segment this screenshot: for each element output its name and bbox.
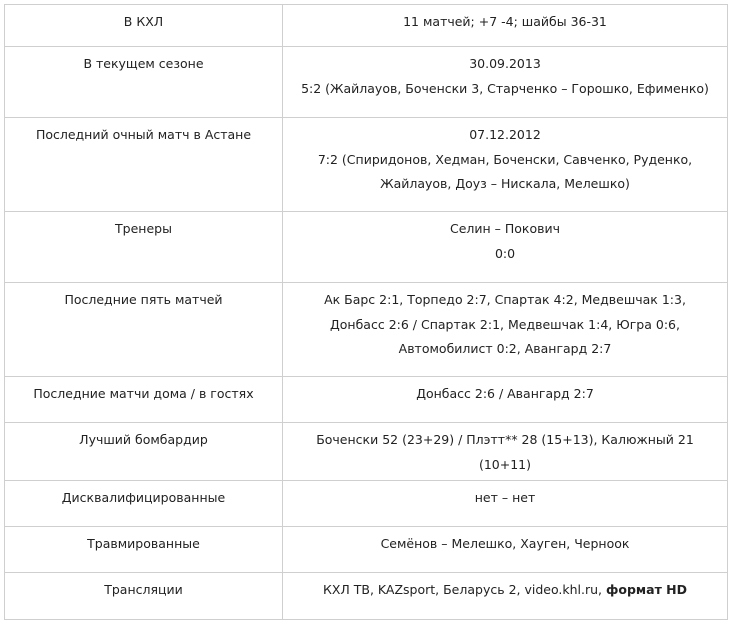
table-row bbox=[5, 377, 728, 423]
row-value bbox=[283, 212, 728, 283]
row-value bbox=[283, 573, 728, 620]
row-value bbox=[283, 47, 728, 118]
value-line: 11 матчей; +7 -4; шайбы 36-31 bbox=[403, 14, 607, 29]
row-label: Дисквалифицированные bbox=[5, 481, 283, 527]
value-line: Ак Барс 2:1, Торпедо 2:7, Спартак 4:2, Медвешчак 1:3, Донбасс 2:6 / Спартак 2:1, Медвешчак 1:4, Югра 0:6, Автомобилист 0:2, Авангард 2:7 bbox=[324, 292, 686, 356]
row-value bbox=[283, 423, 728, 481]
row-value bbox=[283, 377, 728, 423]
row-value bbox=[283, 527, 728, 573]
table-row bbox=[5, 283, 728, 377]
row-label: Последний очный матч в Астане bbox=[5, 118, 283, 212]
value-line-record: 0:0 bbox=[494, 245, 516, 261]
row-label: Трансляции bbox=[5, 573, 283, 620]
match-stats-table bbox=[4, 4, 728, 620]
value-line-date: 07.12.2012 bbox=[469, 127, 541, 142]
value-line-score: 5:2 (Жайлауов, Боченски 3, Старченко – Горошко, Ефименко) bbox=[301, 80, 709, 96]
row-label: Тренеры bbox=[5, 212, 283, 283]
row-value bbox=[283, 5, 728, 47]
row-value bbox=[283, 481, 728, 527]
table-row bbox=[5, 423, 728, 481]
table-row bbox=[5, 118, 728, 212]
value-line-date: 30.09.2013 bbox=[469, 56, 541, 71]
broadcast-format-hd: формат HD bbox=[605, 582, 688, 597]
row-label: Травмированные bbox=[5, 527, 283, 573]
table-row bbox=[5, 527, 728, 573]
row-label: Последние матчи дома / в гостях bbox=[5, 377, 283, 423]
value-line-score: 7:2 (Спиридонов, Хедман, Боченски, Савченко, Руденко, Жайлауов, Доуз – Нискала, Мелешко) bbox=[317, 151, 693, 191]
row-value bbox=[283, 118, 728, 212]
row-label: Последние пять матчей bbox=[5, 283, 283, 377]
table-row bbox=[5, 212, 728, 283]
value-line: нет – нет bbox=[474, 490, 536, 505]
row-label: В текущем сезоне bbox=[5, 47, 283, 118]
value-line-coaches: Селин – Покович bbox=[449, 221, 561, 236]
value-line: Семёнов – Мелешко, Хауген, Черноок bbox=[380, 536, 630, 551]
row-label: В КХЛ bbox=[5, 5, 283, 47]
table-row bbox=[5, 481, 728, 527]
table-row bbox=[5, 5, 728, 47]
value-line: Боченски 52 (23+29) / Плэтт** 28 (15+13), Калюжный 21 (10+11) bbox=[316, 432, 694, 472]
broadcast-channels: КХЛ ТВ, KAZsport, Беларусь 2, video.khl.ru, bbox=[322, 582, 606, 597]
table-row bbox=[5, 573, 728, 620]
value-line: Донбасс 2:6 / Авангард 2:7 bbox=[416, 386, 594, 401]
row-label: Лучший бомбардир bbox=[5, 423, 283, 481]
table-row bbox=[5, 47, 728, 118]
row-value bbox=[283, 283, 728, 377]
